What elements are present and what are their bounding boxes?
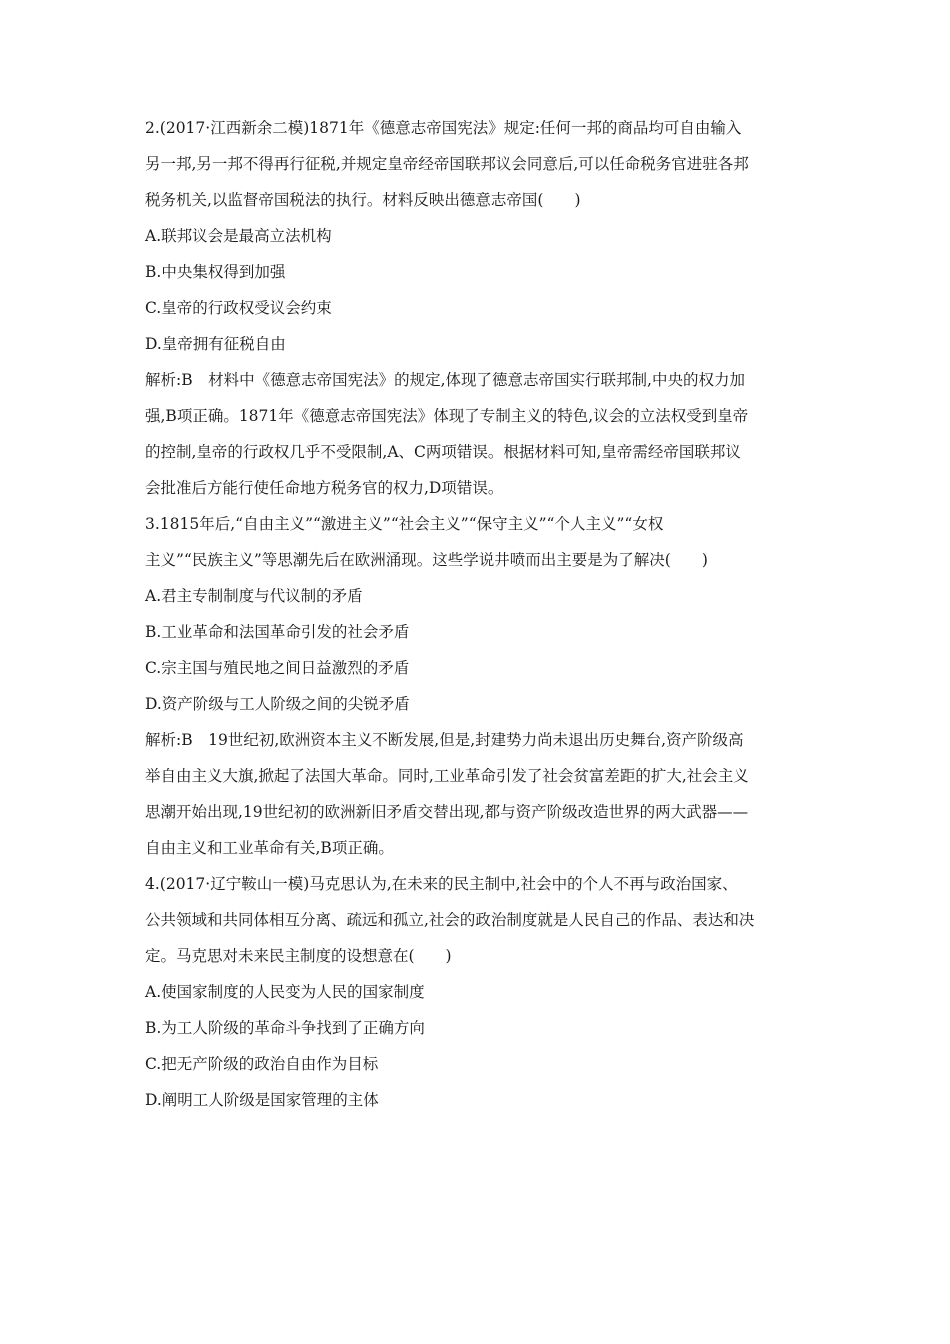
analysis-line: 解析:B 19世纪初,欧洲资本主义不断发展,但是,封建势力尚未退出历史舞台,资产阶级高 <box>145 731 744 749</box>
question-stem-line: 3.1815年后,“自由主义”“激进主义”“社会主义”“保守主义”“个人主义”“女权 <box>145 515 664 533</box>
question-stem-line: 定。马克思对未来民主制度的设想意在( ) <box>145 947 452 965</box>
question-stem-line: 另一邦,另一邦不得再行征税,并规定皇帝经帝国联邦议会同意后,可以任命税务官进驻各邦 <box>145 155 749 173</box>
option-a: A.君主专制制度与代议制的矛盾 <box>145 587 363 605</box>
option-d: D.皇帝拥有征税自由 <box>145 335 286 353</box>
option-c: C.皇帝的行政权受议会约束 <box>145 299 332 317</box>
option-c: C.把无产阶级的政治自由作为目标 <box>145 1055 379 1073</box>
option-a: A.使国家制度的人民变为人民的国家制度 <box>145 983 425 1001</box>
option-d: D.阐明工人阶级是国家管理的主体 <box>145 1091 379 1109</box>
question-stem-line: 税务机关,以监督帝国税法的执行。材料反映出德意志帝国( ) <box>145 191 581 209</box>
analysis-line: 自由主义和工业革命有关,B项正确。 <box>145 839 394 857</box>
option-a: A.联邦议会是最高立法机构 <box>145 227 332 245</box>
analysis-line: 强,B项正确。1871年《德意志帝国宪法》体现了专制主义的特色,议会的立法权受到皇帝 <box>145 407 749 425</box>
analysis-line: 举自由主义大旗,掀起了法国大革命。同时,工业革命引发了社会贫富差距的扩大,社会主义 <box>145 767 749 785</box>
analysis-line: 的控制,皇帝的行政权几乎不受限制,A、C两项错误。根据材料可知,皇帝需经帝国联邦议 <box>145 443 741 461</box>
analysis-line: 会批准后方能行使任命地方税务官的权力,D项错误。 <box>145 479 504 497</box>
option-b: B.中央集权得到加强 <box>145 263 286 281</box>
question-2 <box>145 118 810 498</box>
question-stem-line: 4.(2017·辽宁鞍山一模)马克思认为,在未来的民主制中,社会中的个人不再与政治国家、 <box>145 875 738 893</box>
option-d: D.资产阶级与工人阶级之间的尖锐矛盾 <box>145 695 410 713</box>
document-page <box>145 118 810 1126</box>
question-3 <box>145 514 810 858</box>
analysis-line: 解析:B 材料中《德意志帝国宪法》的规定,体现了德意志帝国实行联邦制,中央的权力加 <box>145 371 745 389</box>
question-stem-line: 公共领域和共同体相互分离、疏远和孤立,社会的政治制度就是人民自己的作品、表达和决 <box>145 911 755 929</box>
option-b: B.为工人阶级的革命斗争找到了正确方向 <box>145 1019 425 1037</box>
option-b: B.工业革命和法国革命引发的社会矛盾 <box>145 623 410 641</box>
option-c: C.宗主国与殖民地之间日益激烈的矛盾 <box>145 659 410 677</box>
question-stem-line: 2.(2017·江西新余二模)1871年《德意志帝国宪法》规定:任何一邦的商品均可自由输入 <box>145 119 742 137</box>
question-4 <box>145 874 810 1110</box>
question-stem-line: 主义”“民族主义”等思潮先后在欧洲涌现。这些学说井喷而出主要是为了解决( ) <box>145 551 708 569</box>
analysis-line: 思潮开始出现,19世纪初的欧洲新旧矛盾交替出现,都与资产阶级改造世界的两大武器—— <box>145 803 749 821</box>
